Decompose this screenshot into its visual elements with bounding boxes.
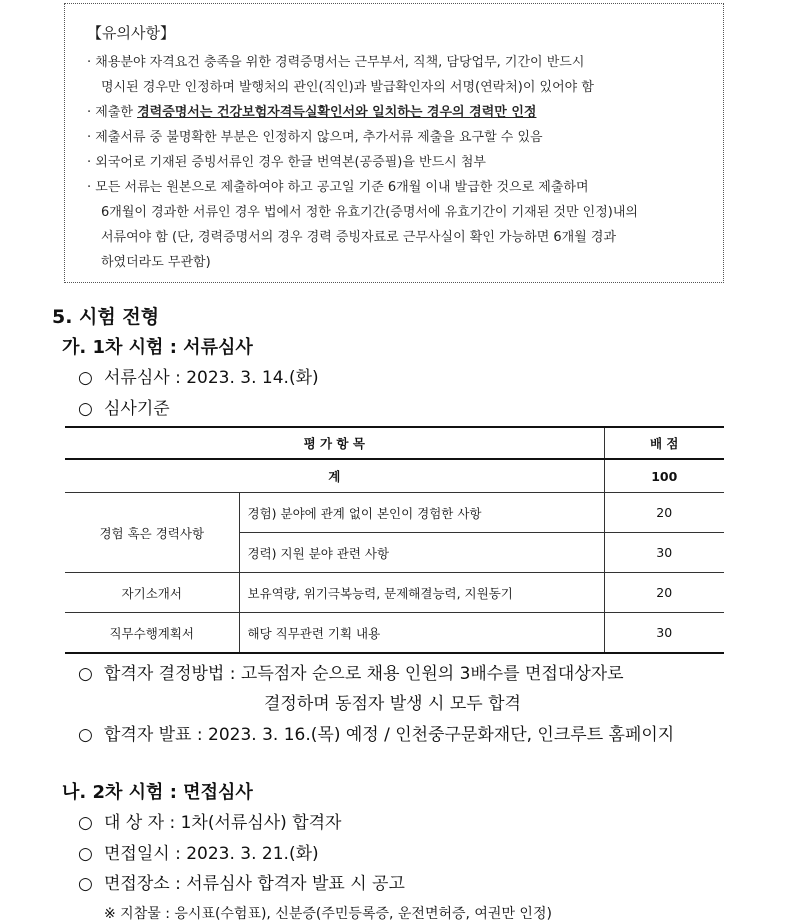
row-item: 보유역량, 위기극복능력, 문제해결능력, 지원동기 [239,573,604,613]
table-total-row [65,459,724,493]
screening-date: 서류심사 : 2023. 3. 14.(화) [104,368,319,388]
bullet-mark: ○ [78,844,93,864]
bullet-item [78,394,170,419]
second-exam-heading: 나. 2차 시험 : 면접심사 [62,782,253,803]
target-applicants: 대 상 자 : 1차(서류심사) 합격자 [104,813,342,833]
notice-emphasis: 경력증명서는 건강보험자격득실확인서와 일치하는 경우의 경력만 인정 [137,105,537,120]
bullet-mark: ○ [78,664,93,684]
notice-line: 하였더라도 무관함) [101,255,211,270]
table-row [65,573,724,613]
notice-line-prefix: · 제출한 [87,105,138,120]
notice-line: 6개월이 경과한 서류인 경우 법에서 정한 유효기간(증명서에 유효기간이 기재된 것만 인정)내의 [101,205,638,220]
bullet-mark: ○ [78,399,93,419]
row-score: 20 [604,573,724,613]
row-score: 30 [604,533,724,573]
table-row [65,613,724,654]
notice-title: 【유의사항】 [87,24,175,42]
notice-line: 서류여야 함 (단, 경력증명서의 경우 경력 증빙자료로 근무사실이 확인 가능하면 6개월 경과 [101,230,617,245]
bullet-item [78,363,319,388]
notice-line: · 제출서류 중 불명확한 부분은 인정하지 않으며, 추가서류 제출을 요구할 수 있음 [87,130,543,145]
bullet-mark: ○ [78,813,93,833]
header-score: 배 점 [604,427,724,459]
first-exam-heading: 가. 1차 시험 : 서류심사 [62,337,253,358]
total-label: 계 [65,459,604,493]
belongings-note: ※ 지참물 : 응시표(수험표), 신분증(주민등록증, 운전면허증, 여권만 인정) [104,906,552,922]
bullet-item [78,869,405,894]
header-item: 평 가 항 목 [65,427,604,459]
bullet-mark: ○ [78,725,93,745]
criteria-label: 심사기준 [104,399,170,419]
section-title: 5. 시험 전형 [52,306,160,328]
row-item: 경력) 지원 분야 관련 사항 [239,533,604,573]
pass-method-continued: 결정하며 동점자 발생 시 모두 합격 [264,694,521,714]
notice-line: · 외국어로 기재된 증빙서류인 경우 한글 번역본(공증필)을 반드시 첨부 [87,155,486,170]
row-category: 직무수행계획서 [65,613,239,654]
notice-line: 명시된 경우만 인정하며 발행처의 관인(직인)과 발급확인자의 서명(연락처)이 있어야 함 [101,80,594,95]
bullet-item [78,839,319,864]
row-item: 경험) 분야에 관계 없이 본인이 경험한 사항 [239,493,604,533]
bullet-item [78,808,341,833]
table-header-row [65,427,724,459]
criteria-table [65,426,724,654]
row-category: 경험 혹은 경력사항 [65,493,239,573]
bullet-item [78,659,624,684]
total-value: 100 [604,459,724,493]
interview-date: 면접일시 : 2023. 3. 21.(화) [104,844,319,864]
pass-announcement: 합격자 발표 : 2023. 3. 16.(목) 예정 / 인천중구문화재단, 인크루트 홈페이지 [104,725,675,745]
pass-method: 합격자 결정방법 : 고득점자 순으로 채용 인원의 3배수를 면접대상자로 [104,664,624,684]
bullet-item [78,720,674,745]
bullet-mark: ○ [78,874,93,894]
notice-line: · 모든 서류는 원본으로 제출하여야 하고 공고일 기준 6개월 이내 발급한 것으로 제출하며 [87,180,589,195]
row-score: 30 [604,613,724,654]
table-row [65,493,724,533]
row-item: 해당 직무관련 기획 내용 [239,613,604,654]
notice-box [64,3,724,283]
notice-line: · 채용분야 자격요건 충족을 위한 경력증명서는 근무부서, 직책, 담당업무, 기간이 반드시 [87,55,585,70]
bullet-mark: ○ [78,368,93,388]
row-category: 자기소개서 [65,573,239,613]
interview-place: 면접장소 : 서류심사 합격자 발표 시 공고 [104,874,405,894]
notice-line [87,101,536,120]
row-score: 20 [604,493,724,533]
